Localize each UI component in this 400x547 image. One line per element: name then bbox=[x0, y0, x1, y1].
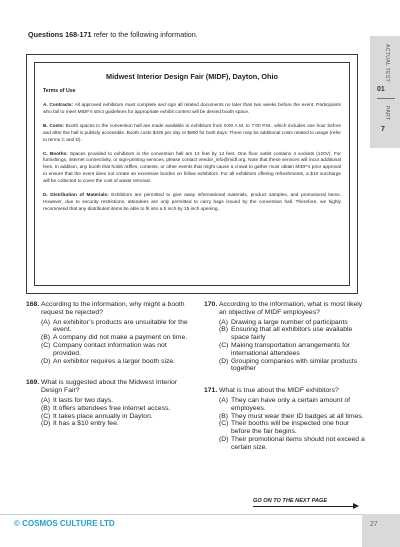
question-range: Questions 168-171 bbox=[28, 30, 92, 39]
answer-option-b[interactable] bbox=[26, 334, 191, 342]
option-letter: (C) bbox=[219, 420, 229, 428]
question-column-left bbox=[26, 301, 191, 442]
question-number: 171. bbox=[204, 387, 218, 395]
question-text: What is suggested about the Midwest Interior Design Fair? bbox=[41, 379, 178, 395]
part-tab-number: 7 bbox=[381, 126, 385, 133]
answer-option-c[interactable] bbox=[204, 342, 369, 358]
option-letter: (D) bbox=[41, 357, 51, 365]
question-stem bbox=[204, 387, 369, 395]
paragraph-booths bbox=[43, 152, 341, 187]
option-text: Making transportation arrangements for international attendees bbox=[231, 341, 351, 357]
option-text: Grouping companies with similar products together bbox=[231, 357, 358, 373]
option-letter: (A) bbox=[41, 318, 51, 326]
answer-option-d[interactable] bbox=[204, 436, 369, 452]
notice-title: Midwest Interior Design Fair (MIDF), Dayton, Ohio bbox=[106, 72, 278, 81]
page-number: 27 bbox=[370, 521, 378, 528]
notice-inner-frame bbox=[34, 62, 350, 286]
option-text: They must wear their ID badges at all times. bbox=[231, 412, 364, 420]
arrow-right-icon bbox=[353, 503, 359, 509]
questions-header bbox=[28, 30, 198, 39]
answer-option-c[interactable] bbox=[26, 342, 191, 358]
paragraph-costs bbox=[43, 124, 341, 145]
go-on-next-page: GO ON TO THE NEXT PAGE bbox=[253, 498, 328, 504]
option-text: Drawing a large number of participants bbox=[231, 318, 348, 326]
answer-option-b[interactable] bbox=[204, 413, 369, 421]
paragraph-heading: B. Costs: bbox=[43, 123, 65, 129]
question-169 bbox=[26, 379, 191, 428]
answer-option-a[interactable] bbox=[26, 319, 191, 335]
section-tab-divider bbox=[377, 98, 395, 99]
page-number-tab bbox=[362, 514, 400, 547]
answer-option-b[interactable] bbox=[26, 405, 191, 413]
question-stem bbox=[26, 301, 191, 317]
answer-option-a[interactable] bbox=[204, 319, 369, 327]
option-letter: (D) bbox=[219, 357, 229, 365]
paragraph-body: Exhibitors are permitted to give away informational materials, product samples, and promotional items. However, due to security restrictions, attendees are only permitted to carry bags issued by the convention hall. Therefore, we highly recommend that any distributed items be able to fit into a 5 inch by 15 inch opening. bbox=[43, 193, 341, 212]
question-number: 169. bbox=[26, 379, 40, 387]
paragraph-heading: C. Booths: bbox=[43, 151, 68, 157]
question-text: What is true about the MIDF exhibitors? bbox=[219, 387, 339, 395]
option-text: It offers attendees free internet access. bbox=[53, 404, 171, 412]
header-text: refer to the following information. bbox=[91, 30, 198, 39]
option-letter: (C) bbox=[41, 341, 51, 349]
answer-options bbox=[204, 319, 369, 374]
option-letter: (C) bbox=[41, 412, 51, 420]
copyright-text: © COSMOS CULTURE LTD bbox=[14, 519, 115, 528]
paragraph-body: Spaces provided to exhibitors in the convention hall are 14 feet by 14 feet. One floor outlet contains 4 sockets (120V). For furnishings, internet connectivity, or sign-printing services, please contact vendor_info@midf.org. Note that these services will incur additional fees. In addition, any booth that holds raffles, contests, or other events that might cause a crowd to gather must obtain MIDF’s prior approval to ensure that the event does not create an excessive burden on fellow exhibitors. For all exhibitors offering refreshments, a $10 surcharge will be collected to cover the cost of waste removal. bbox=[43, 151, 341, 185]
option-letter: (B) bbox=[41, 404, 51, 412]
option-text: They can have only a certain amount of employees. bbox=[231, 396, 351, 412]
paragraph-heading: D. Distribution of Materials: bbox=[43, 193, 109, 199]
paragraph-body: All approved exhibitors must complete and sign all related documents no later than two weeks before the event. Participants who fail to meet MIDF’s strict guidelines for appropriate exhibit content will be denied booth space. bbox=[43, 103, 341, 115]
option-letter: (D) bbox=[219, 435, 229, 443]
paragraph-contracts bbox=[43, 103, 341, 117]
answer-options bbox=[26, 319, 191, 366]
question-text: According to the information, why might a booth request be rejected? bbox=[41, 301, 185, 316]
question-170 bbox=[204, 301, 369, 373]
paragraph-distribution bbox=[43, 193, 341, 214]
go-on-rule bbox=[253, 506, 353, 507]
option-text: It lasts for two days. bbox=[53, 396, 114, 404]
paragraph-heading: A. Contracts: bbox=[43, 103, 74, 108]
answer-option-d[interactable] bbox=[26, 358, 191, 366]
option-letter: (A) bbox=[41, 396, 51, 404]
option-text: A company did not make a payment on time. bbox=[53, 334, 188, 342]
answer-option-c[interactable] bbox=[26, 413, 191, 421]
option-text: Their booths will be inspected one hour before the fair begins. bbox=[231, 420, 350, 436]
terms-heading: Terms of Use bbox=[43, 88, 76, 94]
answer-option-a[interactable] bbox=[26, 397, 191, 405]
option-letter: (A) bbox=[219, 396, 229, 404]
question-stem bbox=[204, 301, 369, 317]
option-text: An exhibitor requires a larger booth size. bbox=[53, 357, 176, 365]
option-letter: (B) bbox=[219, 412, 229, 420]
question-column-right bbox=[204, 301, 369, 466]
notice-box bbox=[26, 54, 358, 294]
option-text: Their promotional items should not exceed a certain size. bbox=[231, 435, 365, 451]
question-text: According to the information, what is most likely an objective of MIDF employees? bbox=[219, 301, 363, 316]
answer-option-b[interactable] bbox=[204, 326, 369, 342]
answer-option-a[interactable] bbox=[204, 397, 369, 413]
option-text: Ensuring that all exhibitors use available space fairly bbox=[231, 326, 353, 342]
paragraph-body: Booth spaces in the convention hall are made available to exhibitors from 9:00 A.M. to 7:00 P.M., which includes one hour before and after the hall is publicly accessible. Booth costs $435 per day or $800 for both days. There may be additional costs related to usage (refer to terms C and D). bbox=[43, 123, 341, 143]
option-text: An exhibitor’s products are unsuitable for the event. bbox=[53, 318, 188, 334]
option-text: It takes place annually in Dayton. bbox=[53, 412, 153, 420]
answer-option-d[interactable] bbox=[26, 420, 191, 428]
question-number: 168. bbox=[26, 301, 40, 308]
answer-option-d[interactable] bbox=[204, 358, 369, 374]
option-letter: (C) bbox=[219, 341, 229, 349]
section-tab-label: ACTUAL TEST bbox=[384, 44, 390, 83]
option-letter: (B) bbox=[219, 326, 229, 334]
footer-divider bbox=[0, 514, 400, 515]
answer-options bbox=[26, 397, 191, 428]
answer-options bbox=[204, 397, 369, 452]
option-letter: (A) bbox=[219, 318, 229, 326]
question-number: 170. bbox=[204, 301, 218, 308]
question-stem bbox=[26, 379, 191, 395]
option-text: It has a $10 entry fee. bbox=[53, 420, 119, 428]
question-168 bbox=[26, 301, 191, 365]
question-171 bbox=[204, 387, 369, 451]
option-letter: (B) bbox=[41, 334, 51, 342]
section-tab-number: 01 bbox=[377, 86, 385, 93]
option-letter: (D) bbox=[41, 420, 51, 428]
answer-option-c[interactable] bbox=[204, 420, 369, 436]
option-text: Company contact information was not provided. bbox=[53, 341, 167, 357]
part-tab-label: PART bbox=[384, 106, 390, 121]
